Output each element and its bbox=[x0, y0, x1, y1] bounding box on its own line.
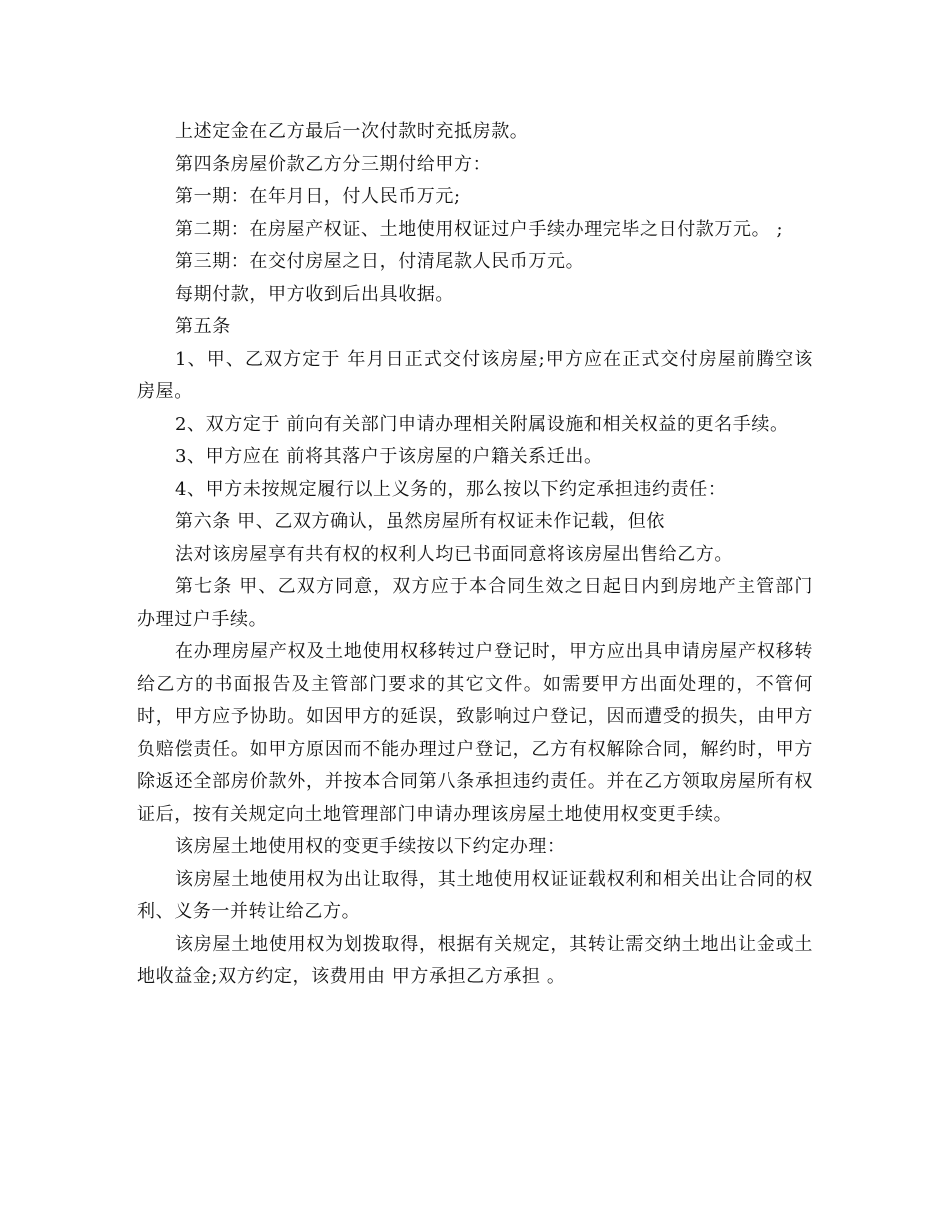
paragraph-article-5-item-4: 4、甲方未按规定履行以上义务的，那么按以下约定承担违约责任： bbox=[175, 478, 727, 500]
paragraph-article-7: 第七条 甲、乙双方同意，双方应于本合同生效之日起日内到房地产主管部门办理过户手续。 bbox=[137, 576, 813, 630]
paragraph-article-5-item-3: 3、甲方应在 前将其落户于该房屋的户籍关系迁出。 bbox=[175, 446, 603, 467]
paragraph-land-use-granted: 该房屋土地使用权为出让取得，其土地使用权证证载权利和相关出让合同的权利、义务一并转让给乙方。 bbox=[137, 868, 813, 922]
paragraph-installment-2: 第二期：在房屋产权证、土地使用权证过户手续办理完毕之日付款万元。 ; bbox=[175, 218, 784, 240]
document-body bbox=[137, 116, 813, 994]
paragraph-transfer-registration: 在办理房屋产权及土地使用权移转过户登记时，甲方应出具申请房屋产权移转给乙方的书面报告及主管部门要求的其它文件。如需要甲方出面处理的，不管何时，甲方应予协助。如因甲方的延误，致影响过户登记，因而遭受的损失，由甲方负赔偿责任。如甲方原因而不能办理过户登记，乙方有权解除合同，解约时，甲方除返还全部房价款外，并按本合同第八条承担违约责任。并在乙方领取房屋所有权证后，按有关规定向土地管理部门申请办理该房屋土地使用权变更手续。 bbox=[137, 641, 813, 825]
paragraph-land-use-change: 该房屋土地使用权的变更手续按以下约定办理： bbox=[175, 836, 566, 857]
paragraph-article-6-part-2: 法对该房屋享有共有权的权利人均已书面同意将该房屋出售给乙方。 bbox=[175, 543, 733, 565]
paragraph-article-5-item-1: 1、甲、乙双方定于 年月日正式交付该房屋;甲方应在正式交付房屋前腾空该房屋。 bbox=[137, 348, 813, 402]
paragraph-land-use-allocated: 该房屋土地使用权为划拨取得，根据有关规定，其转让需交纳土地出让金或土地收益金;双方约定，该费用由 甲方承担乙方承担 。 bbox=[137, 933, 813, 987]
paragraph-installment-3: 第三期：在交付房屋之日，付清尾款人民币万元。 bbox=[175, 251, 585, 272]
paragraph-article-5-heading: 第五条 bbox=[175, 316, 231, 337]
paragraph-installment-1: 第一期：在年月日，付人民币万元; bbox=[175, 186, 461, 207]
paragraph-deposit-offset: 上述定金在乙方最后一次付款时充抵房款。 bbox=[175, 121, 529, 142]
paragraph-article-6-part-1: 第六条 甲、乙双方确认，虽然房屋所有权证未作记载，但依 bbox=[175, 511, 665, 532]
paragraph-article-4-heading: 第四条房屋价款乙方分三期付给甲方： bbox=[175, 153, 492, 175]
paragraph-article-5-item-2: 2、双方定于 前向有关部门申请办理相关附属设施和相关权益的更名手续。 bbox=[175, 413, 789, 435]
paragraph-receipt: 每期付款，甲方收到后出具收据。 bbox=[175, 283, 454, 305]
